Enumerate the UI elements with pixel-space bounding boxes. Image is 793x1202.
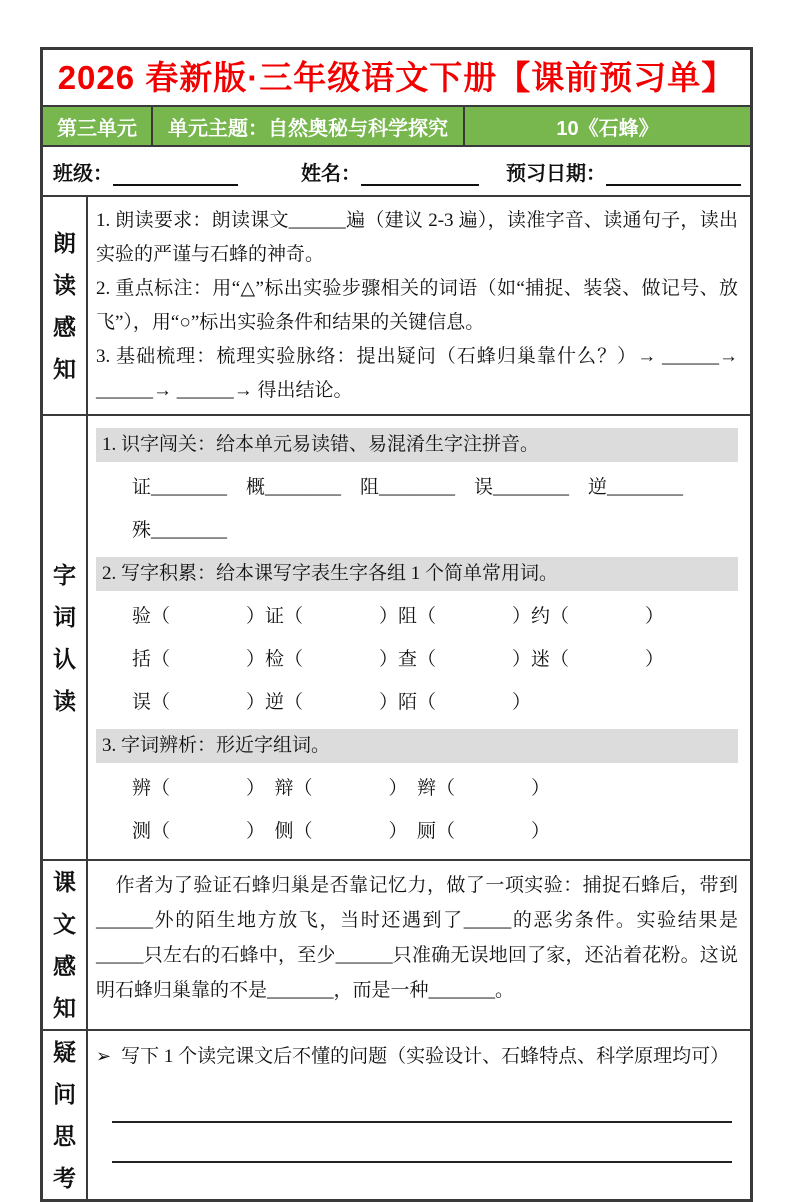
section-label-reading: 朗读感知 [43,197,88,414]
section-question [43,1031,750,1199]
arrow-bullet-icon: ➢ [96,1046,112,1066]
student-info-row [43,147,750,197]
date-blank [606,162,741,186]
section-question-content [88,1031,750,1199]
answer-line [112,1123,732,1163]
section-label-words: 字词认读 [43,416,88,859]
question-prompt [96,1038,738,1075]
section-words-content [88,416,750,859]
passage-paragraph: 作者为了验证石蜂归巢是否靠记忆力，做了一项实验：捕捉石蜂后，带到______外的陌生地方放飞，当时还遇到了_____的恶劣条件。实验结果是_____只左右的石蜂中，至少______只准确无误地回了家，还沾着花粉。这说明石蜂归巢靠的不是_______，而是一种_______。 [96,875,738,1001]
name-blank [361,162,479,186]
pinyin-row-1: 证________ 概________ 阻________ 误________ 逆________ [132,477,684,498]
class-label: 班级： [53,162,113,185]
discriminate-row-1: 辨（ ） 辩（ ） 辫（ ） [132,778,551,799]
discriminate-row-2: 测（ ） 侧（ ） 厕（ ） [132,821,551,842]
section-passage [43,861,750,1031]
words-heading-discriminate: 3. 字词辨析：形近字组词。 [96,729,738,763]
pinyin-row-2: 殊________ [132,520,228,541]
section-label-passage: 课文感知 [43,861,88,1029]
section-reading-content [88,197,750,414]
words-heading-compose: 2. 写字积累：给本课写字表生字各组 1 个简单常用词。 [96,557,738,591]
lesson-cell: 10《石蜂》 [556,117,659,140]
name-label: 姓名： [301,162,361,185]
section-label-question: 疑问思考 [43,1031,88,1199]
date-label: 预习日期： [506,162,606,185]
compose-row-1: 验（ ）证（ ）阻（ ）约（ ） [132,606,665,627]
compose-row-2: 括（ ）检（ ）查（ ）迷（ ） [132,649,665,670]
reading-item-1: 1. 朗读要求：朗读课文______遍（建议 2-3 遍），读准字音、读通句子，读出实验的严谨与石蜂的神奇。 [96,210,738,265]
unit-cell: 第三单元 [43,107,153,145]
section-words [43,416,750,861]
unit-header-bar [43,107,750,147]
answer-line [112,1087,732,1123]
words-heading-pinyin: 1. 识字闯关：给本单元易读错、易混淆生字注拼音。 [96,428,738,462]
page-title: 2026 春新版·三年级语文下册【课前预习单】 [43,50,750,107]
class-field [53,157,238,186]
section-passage-content [88,861,750,1029]
reading-item-3: 3. 基础梳理：梳理实验脉络：提出疑问（石蜂归巢靠什么？）→ ______→ ______→ ______→ 得出结论。 [96,346,738,401]
reading-item-2: 2. 重点标注：用“△”标出实验步骤相关的词语（如“捕捉、装袋、做记号、放飞”），用“○”标出实验条件和结果的关键信息。 [96,278,738,333]
class-blank [113,162,238,186]
worksheet-table [40,47,753,1202]
date-field [506,157,741,186]
name-field [301,157,479,186]
theme-cell: 单元主题：自然奥秘与科学探究 [153,107,465,145]
section-reading [43,197,750,416]
compose-row-3: 误（ ）逆（ ）陌（ ） [132,692,532,713]
question-prompt-text: 写下 1 个读完课文后不懂的问题（实验设计、石蜂特点、科学原理均可） [121,1046,730,1067]
